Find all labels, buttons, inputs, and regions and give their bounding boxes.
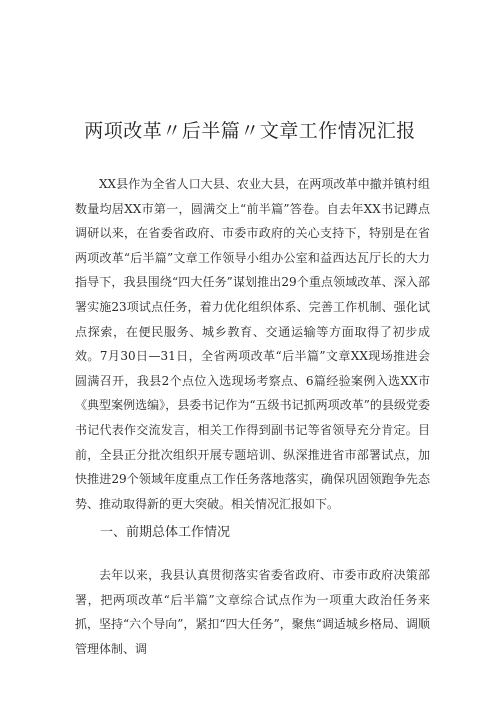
document-title: 两项改革〃后半篇〃文章工作情况汇报 [84, 120, 416, 142]
section-paragraph: 去年以来，我县认真贯彻落实省委省政府、市委市政府决策部署，把两项改革“后半篇”文章综合试点作为一项重大政治任务来抓，坚持“六个导向”，紧扣“四大任务”，聚焦“调适城乡格局、调顺管理体制、调 [75, 568, 430, 656]
intro-paragraph: XX县作为全省人口大县、农业大县，在两项改革中撤并镇村组数量均居XX市第一，圆满交上“前半篇”答卷。自去年XX书记蹲点调研以来，在省委省政府、市委市政府的关心支持下，特别是在省两项改革“后半篇”文章工作领导小组办公室和益西达瓦厅长的大力指导下，我县围绕“四大任务”谋划推出29个重点领域改革、深入部署实施23项试点任务，着力优化组织体系、完善工作机制、强化试点探索，在便民服务、城乡教育、交通运输等方面取得了初步成效。7月30日—31日，全省两项改革“后半篇”文章XX现场推进会圆满召开，我县2个点位入选现场考察点、6篇经验案例入选XX市《典型案例选编》，县委书记作为“五级书记抓两项改革”的县级党委书记代表作交流发言，相关工作得到副书记等省领导充分肯定。目前，全县正分批次组织开展专题培训、纵深推进省市部署试点，加快推进29个领域年度重点工作任务落地落实，确保巩固领跑争先态势、推动取得新的更大突破。相关情况汇报如下。 [75, 177, 430, 511]
section-heading: 一、前期总体工作情况 [100, 525, 231, 540]
